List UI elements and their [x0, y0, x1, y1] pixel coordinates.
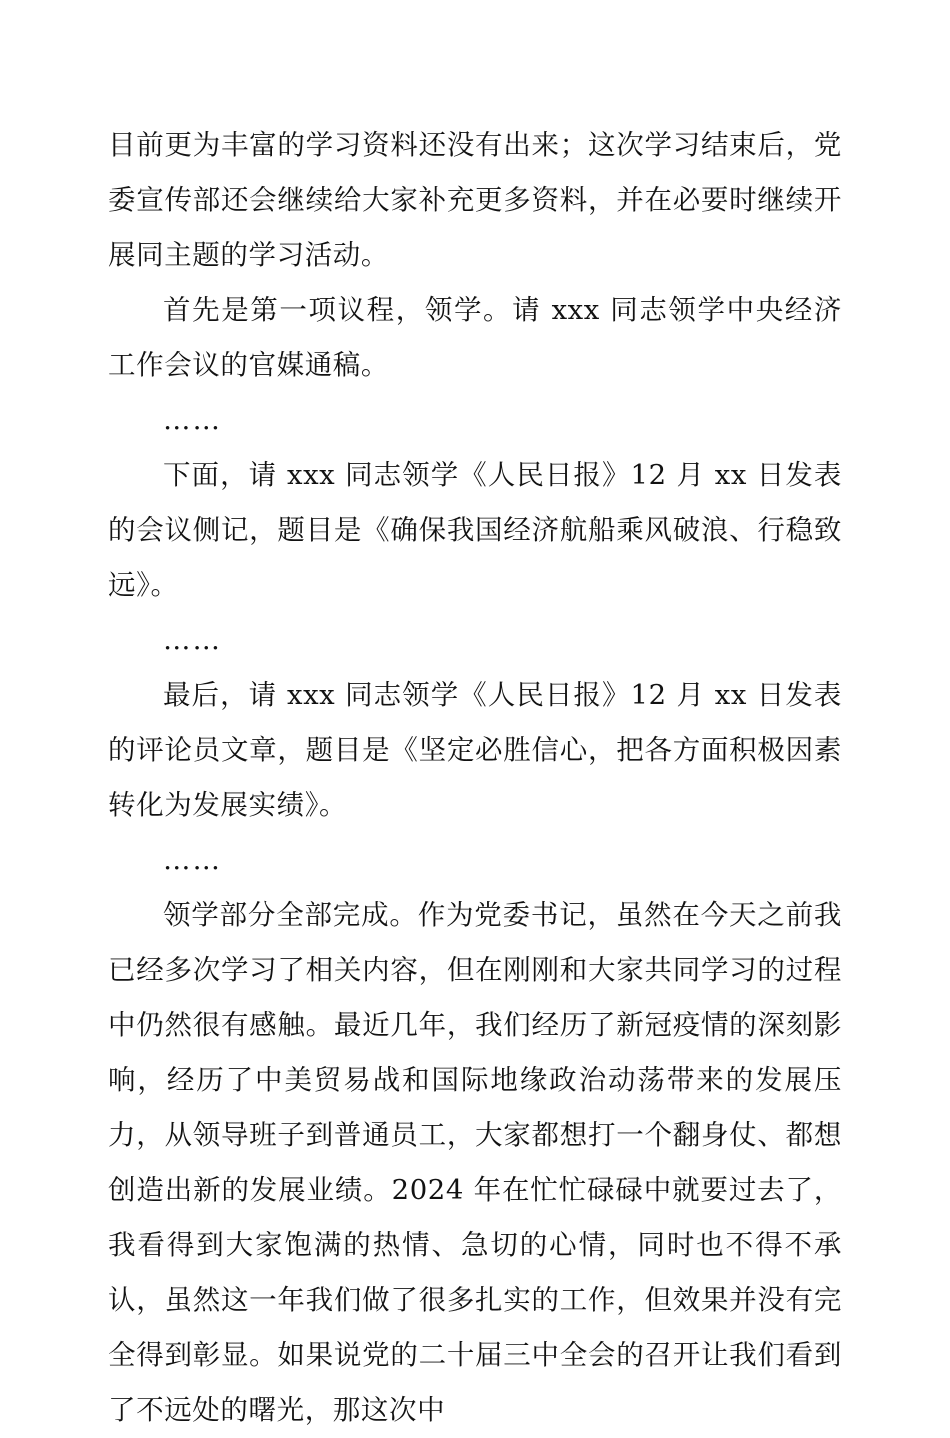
- ellipsis-marker-1: ……: [163, 404, 222, 436]
- paragraph-1: 目前更为丰富的学习资料还没有出来；这次学习结束后，党委宣传部还会继续给大家补充更多资料，并在必要时继续开展同主题的学习活动。: [108, 129, 842, 271]
- ellipsis-marker-2: ……: [163, 624, 222, 656]
- paragraph-4: 最后，请 xxx 同志领学《人民日报》12 月 xx 日发表的评论员文章，题目是《坚定必胜信心，把各方面积极因素转化为发展实绩》。: [108, 679, 842, 821]
- paragraph-5: 领学部分全部完成。作为党委书记，虽然在今天之前我已经多次学习了相关内容，但在刚刚和大家共同学习的过程中仍然很有感触。最近几年，我们经历了新冠疫情的深刻影响，经历了中美贸易战和国际地缘政治动荡带来的发展压力，从领导班子到普通员工，大家都想打一个翻身仗、都想创造出新的发展业绩。2024 年在忙忙碌碌中就要过去了，我看得到大家饱满的热情、急切的心情，同时也不得不承认，虽然这一年我们做了很多扎实的工作，但效果并没有完全得到彰显。如果说党的二十届三中全会的召开让我们看到了不远处的曙光，那这次中: [108, 899, 842, 1426]
- document-body: [108, 118, 842, 1438]
- paragraph-3: 下面，请 xxx 同志领学《人民日报》12 月 xx 日发表的会议侧记，题目是《确保我国经济航船乘风破浪、行稳致远》。: [108, 459, 842, 601]
- ellipsis-marker-3: ……: [163, 844, 222, 876]
- paragraph-2: 首先是第一项议程，领学。请 xxx 同志领学中央经济工作会议的官媒通稿。: [108, 294, 842, 381]
